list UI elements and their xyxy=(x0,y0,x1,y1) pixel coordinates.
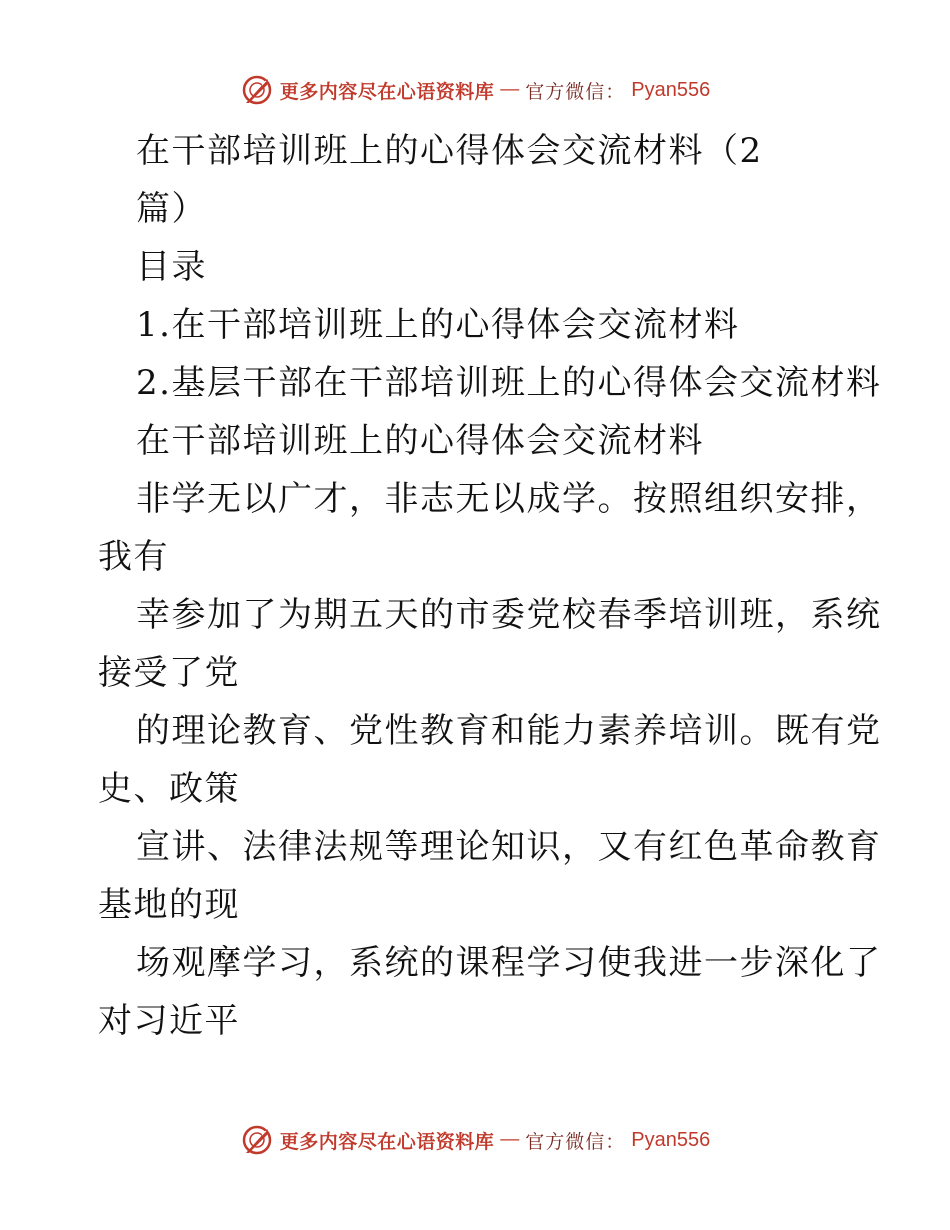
paragraph-line: 非学无以广才，非志无以成学。按照组织安排， xyxy=(136,479,882,519)
quill-pen-logo-icon xyxy=(240,1123,274,1157)
footer-banner xyxy=(0,1120,950,1160)
section-heading: 在干部培训班上的心得体会交流材料 xyxy=(136,421,704,461)
banner-dash: — xyxy=(500,1129,520,1150)
banner-dash: — xyxy=(500,79,520,100)
document-title-line-2: 篇） xyxy=(136,189,207,229)
toc-item-1: 1.在干部培训班上的心得体会交流材料 xyxy=(136,305,740,345)
banner-official-text: 官方微信： xyxy=(525,1130,626,1153)
document-title-line-1: 在干部培训班上的心得体会交流材料（2 xyxy=(136,131,763,171)
banner-main-text: 更多内容尽在心语资料库 xyxy=(279,80,495,103)
banner-wechat-id: Pyan556 xyxy=(631,1128,711,1151)
paragraph-line: 接受了党 xyxy=(98,653,240,693)
quill-pen-logo-icon xyxy=(240,73,274,107)
paragraph-line: 对习近平 xyxy=(98,1001,240,1041)
banner-wechat-id: Pyan556 xyxy=(631,78,711,101)
paragraph-line: 史、政策 xyxy=(98,769,240,809)
banner-main-text: 更多内容尽在心语资料库 xyxy=(279,1130,495,1153)
paragraph-line: 基地的现 xyxy=(98,885,240,925)
toc-item-2: 2.基层干部在干部培训班上的心得体会交流材料 xyxy=(136,363,882,403)
paragraph-line: 的理论教育、党性教育和能力素养培训。既有党 xyxy=(136,711,882,751)
header-banner xyxy=(0,70,950,110)
toc-heading: 目录 xyxy=(136,247,207,287)
paragraph-line: 场观摩学习，系统的课程学习使我进一步深化了 xyxy=(136,943,882,983)
banner-official-text: 官方微信： xyxy=(525,80,626,103)
paragraph-line: 宣讲、法律法规等理论知识，又有红色革命教育 xyxy=(136,827,882,867)
paragraph-line: 幸参加了为期五天的市委党校春季培训班，系统 xyxy=(136,595,882,635)
document-body xyxy=(98,122,882,1050)
paragraph-line: 我有 xyxy=(98,537,169,577)
